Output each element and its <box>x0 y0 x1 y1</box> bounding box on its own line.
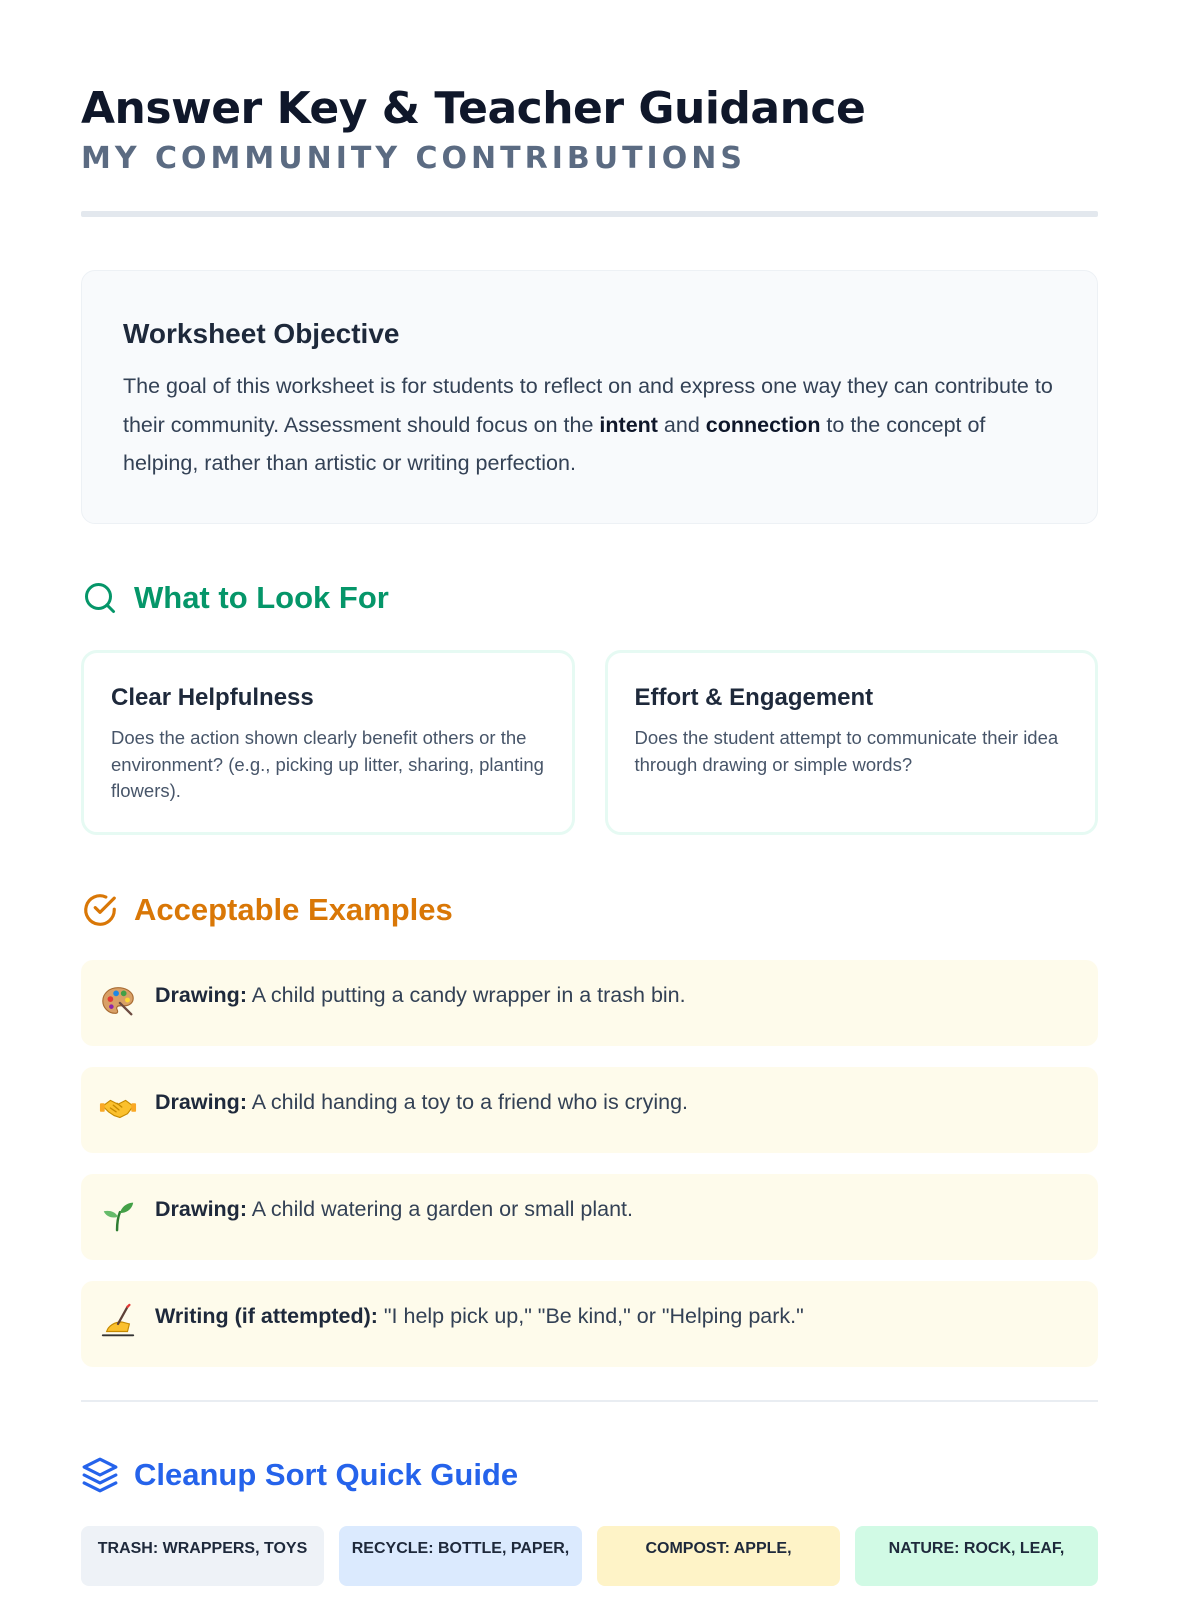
objective-box <box>81 270 1098 524</box>
objective-bold-intent: intent <box>599 412 658 437</box>
sort-bins <box>81 1526 1098 1586</box>
example-description: "I help pick up," "Be kind," or "Helping park." <box>377 1304 804 1328</box>
example-description: A child handing a toy to a friend who is crying. <box>246 1090 688 1114</box>
example-description: A child watering a garden or small plant. <box>246 1197 634 1221</box>
criteria-card <box>81 650 575 835</box>
sort-bin-recycle: RECYCLE: BOTTLE, PAPER, <box>339 1526 582 1586</box>
examples-list <box>81 960 1098 1367</box>
layers-icon <box>81 1456 119 1494</box>
look-for-heading <box>81 578 1098 618</box>
example-label: Drawing: <box>155 983 247 1007</box>
look-for-title: What to Look For <box>134 580 389 615</box>
example-text <box>155 980 686 1010</box>
palette-icon <box>99 982 137 1020</box>
examples-heading <box>81 890 1098 930</box>
objective-text-part: to the concept of helping, rather than artistic or writing perfection. <box>123 412 986 475</box>
example-label: Writing (if attempted): <box>155 1304 378 1328</box>
check-circle-icon <box>81 891 119 929</box>
objective-text <box>123 367 1057 483</box>
handshake-icon <box>99 1089 137 1127</box>
example-label: Drawing: <box>155 1197 247 1221</box>
objective-heading: Worksheet Objective <box>123 318 400 349</box>
criteria-card-text: Does the action shown clearly benefit others or the environment? (e.g., picking up litter, sharing, planting flowers). <box>111 727 544 801</box>
look-for-cards <box>81 650 1098 835</box>
page-header <box>81 0 1098 217</box>
example-description: A child putting a candy wrapper in a trash bin. <box>246 983 686 1007</box>
header-divider <box>81 211 1098 217</box>
criteria-card-text: Does the student attempt to communicate their idea through drawing or simple words? <box>634 727 1059 775</box>
page-title: Answer Key & Teacher Guidance <box>81 83 866 134</box>
page-subtitle: MY COMMUNITY CONTRIBUTIONS <box>81 141 746 176</box>
example-item <box>81 1174 1098 1260</box>
sort-guide-heading <box>81 1455 1098 1495</box>
seedling-icon <box>99 1196 137 1234</box>
example-item <box>81 1067 1098 1153</box>
example-item <box>81 960 1098 1046</box>
examples-title: Acceptable Examples <box>134 892 453 927</box>
section-divider <box>81 1400 1098 1402</box>
example-item <box>81 1281 1098 1367</box>
criteria-card <box>605 650 1099 835</box>
objective-bold-connection: connection <box>705 412 821 437</box>
example-label: Drawing: <box>155 1090 247 1114</box>
writing-hand-icon <box>99 1303 137 1341</box>
objective-text-part: and <box>657 412 706 437</box>
example-text <box>155 1301 804 1331</box>
objective-text-part: The goal of this worksheet is for students to reflect on and express one way they can contribute to their community. Assessment should focus on the <box>123 374 1053 437</box>
example-text <box>155 1194 633 1224</box>
sort-guide-title: Cleanup Sort Quick Guide <box>134 1457 519 1492</box>
criteria-card-title: Effort & Engagement <box>634 684 874 711</box>
sort-bin-trash: TRASH: WRAPPERS, TOYS <box>81 1526 324 1586</box>
sort-bin-nature: NATURE: ROCK, LEAF, <box>855 1526 1098 1586</box>
criteria-card-title: Clear Helpfulness <box>111 684 314 711</box>
example-text <box>155 1087 688 1117</box>
search-icon <box>81 579 119 617</box>
sort-bin-compost: COMPOST: APPLE, <box>597 1526 840 1586</box>
